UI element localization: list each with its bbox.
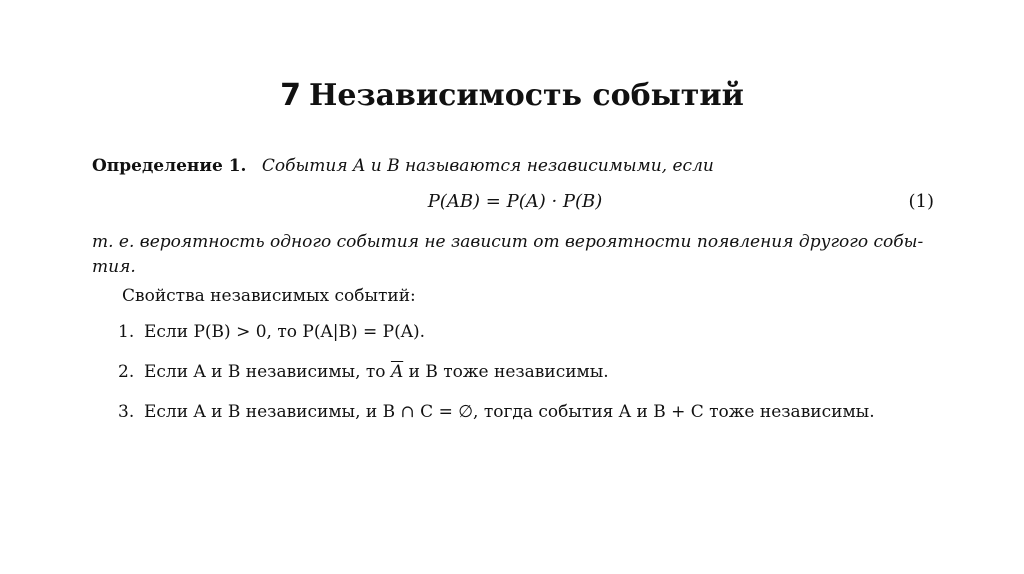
section-number: 7: [280, 78, 302, 113]
property-number: 1.: [118, 322, 135, 342]
definition-continuation-line-1: т. е. вероятность одного события не зависит от вероятности появления другого собы-: [92, 232, 924, 252]
property-text-after: и B тоже независимы.: [403, 362, 609, 382]
equation-number: (1): [908, 191, 934, 212]
property-text: Если P(B) > 0, то P(A|B) = P(A).: [144, 322, 426, 342]
property-item-2: [118, 362, 609, 382]
property-item-3: [118, 402, 875, 422]
property-number: 2.: [118, 362, 135, 382]
section-title: [0, 78, 1024, 113]
complement-event: $\overline{A}$: [390, 362, 404, 382]
independence-formula: P(AB) = P(A) · P(B): [427, 191, 603, 212]
property-item-1: [118, 322, 425, 342]
definition-text: События A и B называются независимыми, если: [261, 156, 714, 176]
properties-title: Свойства независимых событий:: [122, 286, 416, 306]
property-text-before: Если A и B независимы, то: [144, 362, 391, 382]
definition-continuation: [92, 230, 938, 280]
definition-continuation-line-2: тия.: [92, 257, 136, 277]
definition-label: Определение 1.: [92, 156, 247, 176]
property-number: 3.: [118, 402, 135, 422]
property-text: Если A и B независимы, и B ∩ C = ∅, тогда события A и B + C тоже независимы.: [144, 402, 875, 422]
definition-block: [92, 154, 938, 178]
section-title-text: Независимость событий: [309, 78, 744, 113]
formula-row: [92, 189, 938, 219]
